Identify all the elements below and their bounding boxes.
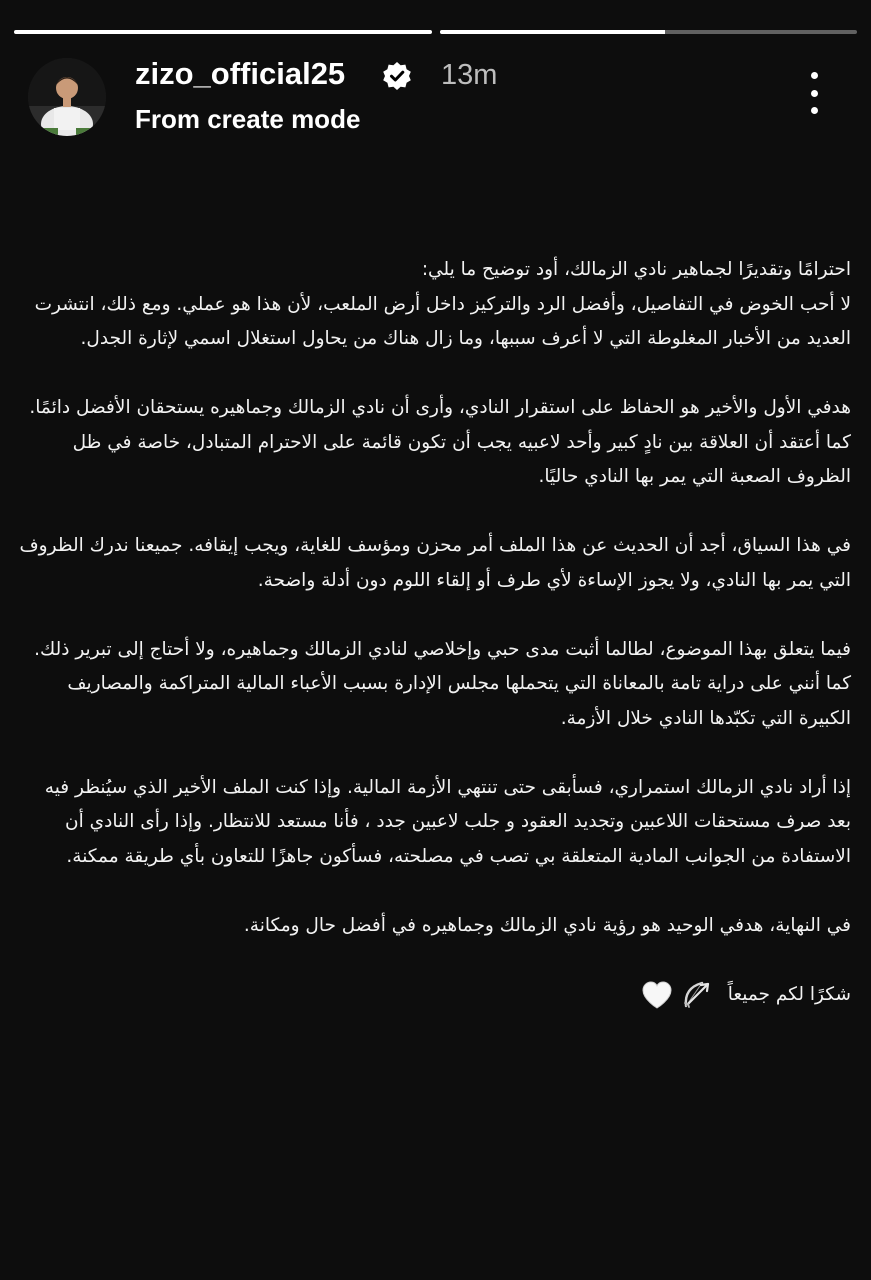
closing-emojis	[640, 978, 714, 1012]
message-paragraph-5: إذا أراد نادي الزمالك استمراري، فسأبقى حتى تنتهي الأزمة المالية. وإذا كنت الملف الأخير الذي سيُنظر فيه بعد صرف مستحقات اللاعبين وتجديد العقود و جلب لاعبين جدد ، فأنا مستعد للانتظار. وإذا رأى النادي أن الاستفادة من الجوانب المادية المتعلقة بي تصب في مصلحته، فسأكون جاهزًا للتعاون بأي طريقة ممكنة.	[44, 776, 851, 867]
message-paragraph-3: في هذا السياق، أجد أن الحديث عن هذا الملف أمر محزن ومؤسف للغاية، ويجب إيقافه. جميعنا ندرك الظروف التي يمر بها النادي، ولا يجوز الإساءة لأي طرف أو إلقاء اللوم دون أدلة واضحة.	[19, 535, 851, 591]
avatar-image	[28, 58, 106, 136]
more-dot	[811, 90, 818, 97]
more-options-icon[interactable]	[796, 70, 832, 116]
username[interactable]: zizo_official25	[135, 56, 346, 91]
story-progress-bar-2	[440, 30, 857, 34]
white-heart-emoji-icon	[640, 979, 674, 1011]
message-paragraph-6: في النهاية، هدفي الوحيد هو رؤية نادي الزمالك وجماهيره في أفضل حال ومكانة.	[243, 914, 851, 936]
story-progress-fill-2	[440, 30, 665, 34]
story-message	[18, 253, 851, 1012]
message-closing-line	[18, 978, 851, 1013]
story-progress-fill-1	[14, 30, 432, 34]
story-subtitle: From create mode	[135, 104, 361, 134]
message-paragraph-1: لا أحب الخوض في التفاصيل، وأفضل الرد والتركيز داخل أرض الملعب، لأن هذا هو عملي. ومع ذلك، انتشرت العديد من الأخبار المغلوطة التي لا أعرف سببها، وما زال هناك من يحاول استغلال اسمي لإثارة الجدل.	[34, 293, 851, 349]
more-dot	[811, 72, 818, 79]
story-progress-bar-1	[14, 30, 432, 34]
verified-badge-icon	[382, 61, 412, 91]
avatar[interactable]	[28, 58, 106, 136]
post-time: 13m	[441, 59, 498, 91]
more-dot	[811, 107, 818, 114]
message-intro: احترامًا وتقديرًا لجماهير نادي الزمالك، أود توضيح ما يلي:	[421, 259, 851, 280]
message-paragraph-4: فيما يتعلق بهذا الموضوع، لطالما أثبت مدى حبي وإخلاصي لنادي الزمالك وجماهيره، ولا أحتاج إلى تبرير ذلك. كما أنني على دراية تامة بالمعاناة التي يتحملها مجلس الإدارة بسبب الأعباء المالية المتراكمة والمصاريف الكبيرة التي تكبّدها النادي خلال الأزمة.	[34, 638, 851, 729]
message-paragraph-2: هدفي الأول والأخير هو الحفاظ على استقرار النادي، وأرى أن نادي الزمالك وجماهيره يستحقان الأفضل دائمًا. كما أعتقد أن العلاقة بين نادٍ كبير وأحد لاعبيه يجب أن تكون قائمة على الاحترام المتبادل، خاصة في ظل الظروف الصعبة التي يمر بها النادي حاليًا.	[29, 397, 851, 487]
message-closing: شكرًا لكم جميعاً	[727, 983, 851, 1005]
archer-emoji-icon	[680, 978, 714, 1012]
